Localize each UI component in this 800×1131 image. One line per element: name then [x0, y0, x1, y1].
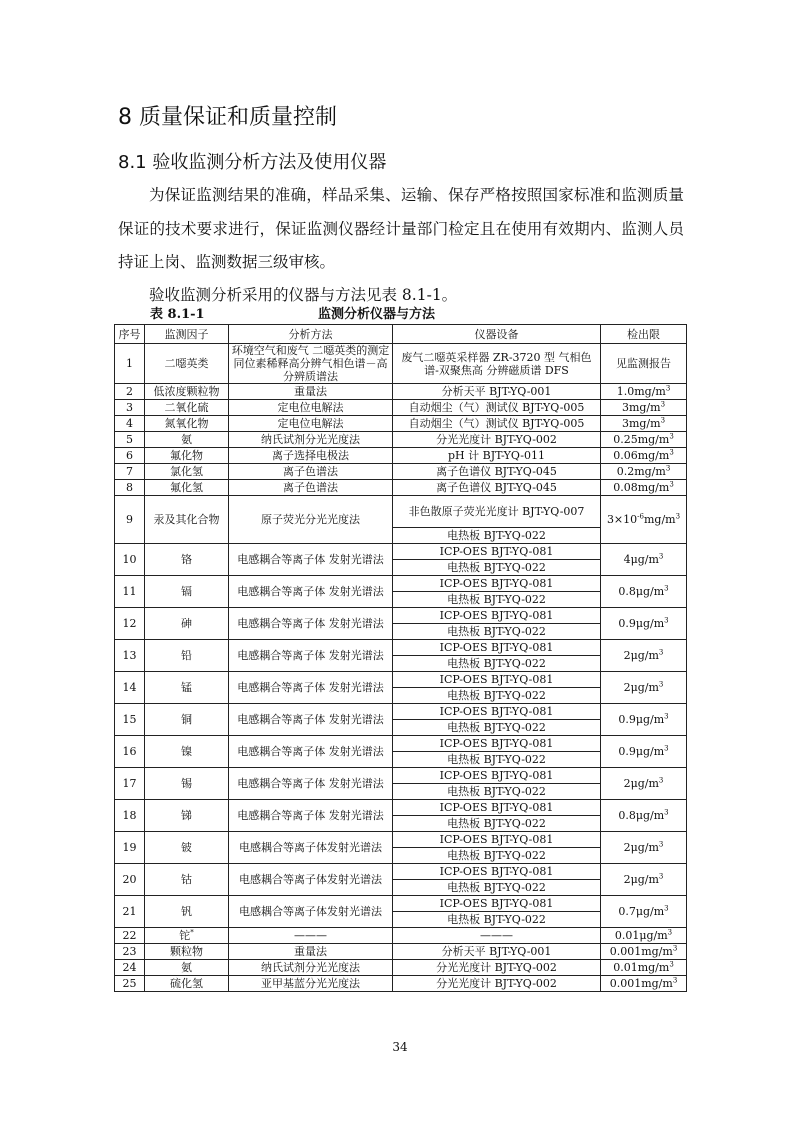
row-number-cell: 17: [115, 768, 145, 800]
row-number-cell: 7: [115, 464, 145, 480]
table-row: [115, 496, 687, 528]
limit-cell: [601, 432, 687, 448]
table-row: [115, 976, 687, 992]
factor-cell: [145, 464, 229, 480]
factor-text: 氨: [181, 433, 192, 446]
table-row: [115, 704, 687, 720]
method-cell: 定电位电解法: [229, 416, 393, 432]
factor-text: 氨: [181, 961, 192, 974]
limit-value: 3mg/m: [621, 401, 661, 414]
instrument-cell: ICP-OES BJT-YQ-081: [393, 576, 601, 592]
instrument-cell: 非色散原子荧光光度计 BJT-YQ-007: [393, 496, 601, 528]
row-number-cell: 4: [115, 416, 145, 432]
subsection-heading: 8.1 验收监测分析方法及使用仪器: [118, 152, 387, 173]
instrument-cell: 离子色谱仪 BJT-YQ-045: [393, 464, 601, 480]
limit-value: 0.9μg/m: [618, 617, 665, 630]
limit-cell: [601, 704, 687, 736]
instrument-cell: 电热板 BJT-YQ-022: [393, 816, 601, 832]
row-number-cell: 11: [115, 576, 145, 608]
instrument-method-table: [114, 324, 687, 992]
method-cell: 电感耦合等离子体 发射光谱法: [229, 704, 393, 736]
row-number-cell: 2: [115, 384, 145, 400]
factor-cell: [145, 704, 229, 736]
factor-cell: [145, 864, 229, 896]
instrument-cell: pH 计 BJT-YQ-011: [393, 448, 601, 464]
page-number: 34: [392, 1040, 408, 1054]
limit-value: 0.001mg/m: [609, 977, 673, 990]
method-cell: 电感耦合等离子体 发射光谱法: [229, 576, 393, 608]
instrument-cell: 电热板 BJT-YQ-022: [393, 656, 601, 672]
body-paragraph: 为保证监测结果的准确，样品采集、运输、保存严格按照国家标准和监测质量保证的技术要求进行，保证监测仪器经计量部门检定且在使用有效期内、监测人员持证上岗、监测数据三级审核。: [118, 186, 684, 271]
limit-value: 1.0mg/m: [616, 385, 666, 398]
limit-value: 0.7μg/m: [618, 905, 665, 918]
method-cell: 电感耦合等离子体 发射光谱法: [229, 608, 393, 640]
factor-text: 铬: [181, 553, 192, 566]
row-number-cell: 6: [115, 448, 145, 464]
limit-cell: [601, 608, 687, 640]
row-number-cell: 1: [115, 344, 145, 384]
factor-cell: [145, 928, 229, 944]
limit-value: 2μg/m: [623, 681, 659, 694]
limit-superscript: -6: [637, 512, 644, 521]
factor-cell: [145, 960, 229, 976]
row-number-cell: 20: [115, 864, 145, 896]
limit-value: 2μg/m: [623, 873, 659, 886]
factor-cell: [145, 896, 229, 928]
table-row: [115, 432, 687, 448]
instrument-cell: 电热板 BJT-YQ-022: [393, 560, 601, 576]
factor-text: 氟化氢: [170, 481, 203, 494]
factor-text: 氟化物: [170, 449, 203, 462]
row-number-cell: 10: [115, 544, 145, 576]
instrument-cell: 电热板 BJT-YQ-022: [393, 592, 601, 608]
table-row: [115, 768, 687, 784]
limit-cell: [601, 464, 687, 480]
table-row: [115, 464, 687, 480]
limit-superscript: 3: [665, 384, 671, 393]
instrument-cell: 废气二噁英采样器 ZR-3720 型 气相色谱-双聚焦高 分辨磁质谱 DFS: [393, 344, 601, 384]
factor-text: 二噁英类: [164, 357, 209, 370]
factor-text: 氯化氢: [170, 465, 203, 478]
table-row: [115, 832, 687, 848]
factor-text: 氮氧化物: [164, 417, 209, 430]
factor-text: 锡: [181, 777, 192, 790]
factor-cell: [145, 384, 229, 400]
table-row: [115, 384, 687, 400]
table-row: [115, 800, 687, 816]
limit-superscript: 3: [658, 872, 664, 881]
table-row: [115, 944, 687, 960]
method-cell: 离子选择电极法: [229, 448, 393, 464]
table-row: [115, 928, 687, 944]
row-number-cell: 15: [115, 704, 145, 736]
limit-cell: [601, 960, 687, 976]
method-cell: 电感耦合等离子体 发射光谱法: [229, 544, 393, 576]
limit-value: 2μg/m: [623, 649, 659, 662]
factor-text: 钴: [181, 873, 192, 886]
method-cell: 亚甲基蓝分光光度法: [229, 976, 393, 992]
limit-value: 2μg/m: [623, 777, 659, 790]
table-reference-paragraph: 验收监测分析采用的仪器与方法见表 8.1-1。: [149, 286, 458, 304]
method-cell: 电感耦合等离子体 发射光谱法: [229, 768, 393, 800]
limit-value: 0.08mg/m: [613, 481, 670, 494]
instrument-cell: ICP-OES BJT-YQ-081: [393, 672, 601, 688]
limit-cell: [601, 976, 687, 992]
row-number-cell: 19: [115, 832, 145, 864]
table-row: [115, 480, 687, 496]
method-cell: 原子荧光分光光度法: [229, 496, 393, 544]
limit-unit-superscript: 3: [675, 512, 681, 521]
table-row: [115, 416, 687, 432]
limit-cell: [601, 896, 687, 928]
limit-value: 0.001mg/m: [609, 945, 673, 958]
row-number-cell: 9: [115, 496, 145, 544]
limit-superscript: 3: [658, 552, 664, 561]
instrument-cell: 分光光度计 BJT-YQ-002: [393, 432, 601, 448]
factor-cell: [145, 672, 229, 704]
instrument-cell: ICP-OES BJT-YQ-081: [393, 800, 601, 816]
instrument-cell: ICP-OES BJT-YQ-081: [393, 608, 601, 624]
limit-superscript: 3: [665, 464, 671, 473]
table-row: [115, 400, 687, 416]
instrument-cell: ICP-OES BJT-YQ-081: [393, 544, 601, 560]
row-number-cell: 22: [115, 928, 145, 944]
method-cell: 电感耦合等离子体发射光谱法: [229, 864, 393, 896]
limit-cell: [601, 576, 687, 608]
factor-text: 铍: [181, 841, 192, 854]
factor-text: 锑: [181, 809, 192, 822]
limit-cell: [601, 944, 687, 960]
row-number-cell: 5: [115, 432, 145, 448]
instrument-cell: 电热板 BJT-YQ-022: [393, 912, 601, 928]
limit-cell: [601, 544, 687, 576]
limit-value: 0.8μg/m: [618, 809, 665, 822]
factor-text: 硫化氢: [170, 977, 203, 990]
limit-superscript: 3: [658, 776, 664, 785]
limit-superscript: 3: [664, 712, 669, 721]
method-cell: 离子色谱法: [229, 464, 393, 480]
limit-superscript: 3: [664, 616, 669, 625]
limit-cell: [601, 768, 687, 800]
instrument-cell: 分光光度计 BJT-YQ-002: [393, 976, 601, 992]
method-cell: 定电位电解法: [229, 400, 393, 416]
instrument-cell: ICP-OES BJT-YQ-081: [393, 864, 601, 880]
limit-value: 0.9μg/m: [618, 713, 665, 726]
instrument-cell: 电热板 BJT-YQ-022: [393, 880, 601, 896]
factor-cell: [145, 768, 229, 800]
header-cell: 检出限: [601, 325, 687, 344]
limit-cell: [601, 496, 687, 544]
limit-superscript: 3: [669, 448, 674, 457]
factor-cell: [145, 608, 229, 640]
table-row: [115, 864, 687, 880]
table-row: [115, 960, 687, 976]
factor-text: 砷: [181, 617, 192, 630]
method-cell: ———: [229, 928, 393, 944]
factor-cell: [145, 944, 229, 960]
factor-text: 低浓度颗粒物: [153, 385, 220, 398]
method-cell: 电感耦合等离子体 发射光谱法: [229, 672, 393, 704]
limit-unit: mg/m: [643, 513, 676, 526]
table-body: [115, 344, 687, 992]
limit-value: 0.25mg/m: [613, 433, 670, 446]
instrument-cell: ICP-OES BJT-YQ-081: [393, 768, 601, 784]
limit-superscript: 3: [664, 808, 669, 817]
instrument-cell: ICP-OES BJT-YQ-081: [393, 832, 601, 848]
limit-value: 3×10: [606, 513, 638, 526]
limit-value: 2μg/m: [623, 841, 659, 854]
table-row: [115, 576, 687, 592]
header-cell: 分析方法: [229, 325, 393, 344]
factor-text: 铊: [179, 929, 191, 942]
header-cell: 序号: [115, 325, 145, 344]
instrument-cell: 离子色谱仪 BJT-YQ-045: [393, 480, 601, 496]
limit-cell: [601, 416, 687, 432]
row-number-cell: 13: [115, 640, 145, 672]
instrument-cell: ICP-OES BJT-YQ-081: [393, 640, 601, 656]
limit-superscript: 3: [658, 680, 664, 689]
instrument-cell: ICP-OES BJT-YQ-081: [393, 896, 601, 912]
limit-superscript: 3: [672, 944, 678, 953]
method-cell: 环境空气和废气 二噁英类的测定 同位素稀释高分辨气相色谱－高 分辨质谱法: [229, 344, 393, 384]
limit-cell: [601, 480, 687, 496]
limit-cell: [601, 672, 687, 704]
limit-cell: [601, 800, 687, 832]
table-title: 监测分析仪器与方法: [318, 307, 436, 322]
instrument-cell: 分析天平 BJT-YQ-001: [393, 944, 601, 960]
table-row: [115, 544, 687, 560]
factor-cell: [145, 544, 229, 576]
method-cell: 纳氏试剂分光光度法: [229, 960, 393, 976]
instrument-cell: 电热板 BJT-YQ-022: [393, 720, 601, 736]
factor-text: 铅: [181, 649, 192, 662]
table-row: [115, 736, 687, 752]
limit-cell: [601, 864, 687, 896]
factor-note-mark: *: [190, 928, 194, 937]
limit-value: 0.2mg/m: [616, 465, 666, 478]
instrument-cell: 分析天平 BJT-YQ-001: [393, 384, 601, 400]
instrument-cell: 电热板 BJT-YQ-022: [393, 528, 601, 544]
instrument-cell: 自动烟尘（气）测试仪 BJT-YQ-005: [393, 416, 601, 432]
table-row: [115, 344, 687, 384]
factor-cell: [145, 344, 229, 384]
factor-cell: [145, 496, 229, 544]
factor-cell: [145, 832, 229, 864]
table-row: [115, 672, 687, 688]
factor-text: 二氧化硫: [164, 401, 209, 414]
table-number: 表 8.1-1: [150, 307, 205, 322]
factor-cell: [145, 416, 229, 432]
instrument-cell: ICP-OES BJT-YQ-081: [393, 736, 601, 752]
limit-superscript: 3: [658, 840, 664, 849]
method-cell: 离子色谱法: [229, 480, 393, 496]
method-cell: 电感耦合等离子体发射光谱法: [229, 896, 393, 928]
factor-cell: [145, 576, 229, 608]
table-row: [115, 896, 687, 912]
method-cell: 重量法: [229, 384, 393, 400]
limit-cell: [601, 736, 687, 768]
header-cell: 仪器设备: [393, 325, 601, 344]
factor-cell: [145, 448, 229, 464]
factor-cell: [145, 480, 229, 496]
limit-superscript: 3: [669, 432, 674, 441]
table-row: [115, 608, 687, 624]
limit-value: 见监测报告: [616, 357, 671, 370]
row-number-cell: 23: [115, 944, 145, 960]
factor-text: 镉: [181, 585, 192, 598]
instrument-cell: ———: [393, 928, 601, 944]
limit-superscript: 3: [672, 976, 678, 985]
limit-cell: [601, 928, 687, 944]
limit-superscript: 3: [660, 400, 666, 409]
factor-text: 锰: [181, 681, 192, 694]
limit-superscript: 3: [664, 744, 669, 753]
factor-cell: [145, 800, 229, 832]
method-cell: 重量法: [229, 944, 393, 960]
instrument-cell: 电热板 BJT-YQ-022: [393, 624, 601, 640]
table-header-row: [115, 325, 687, 344]
section-heading: 8 质量保证和质量控制: [118, 105, 337, 130]
row-number-cell: 12: [115, 608, 145, 640]
row-number-cell: 8: [115, 480, 145, 496]
factor-text: 颗粒物: [170, 945, 203, 958]
factor-cell: [145, 976, 229, 992]
header-cell: 监测因子: [145, 325, 229, 344]
method-cell: 电感耦合等离子体 发射光谱法: [229, 800, 393, 832]
row-number-cell: 24: [115, 960, 145, 976]
factor-text: 钒: [181, 905, 192, 918]
instrument-cell: 电热板 BJT-YQ-022: [393, 688, 601, 704]
row-number-cell: 14: [115, 672, 145, 704]
row-number-cell: 21: [115, 896, 145, 928]
limit-cell: [601, 640, 687, 672]
limit-cell: [601, 344, 687, 384]
limit-superscript: 3: [667, 928, 673, 937]
factor-cell: [145, 432, 229, 448]
table-row: [115, 448, 687, 464]
limit-cell: [601, 448, 687, 464]
factor-text: 汞及其化合物: [153, 513, 220, 526]
limit-cell: [601, 832, 687, 864]
table-row: [115, 640, 687, 656]
limit-superscript: 3: [669, 480, 674, 489]
instrument-cell: 电热板 BJT-YQ-022: [393, 752, 601, 768]
row-number-cell: 16: [115, 736, 145, 768]
factor-cell: [145, 400, 229, 416]
factor-cell: [145, 736, 229, 768]
factor-text: 铜: [181, 713, 192, 726]
method-cell: 电感耦合等离子体 发射光谱法: [229, 736, 393, 768]
method-cell: 电感耦合等离子体 发射光谱法: [229, 640, 393, 672]
limit-cell: [601, 400, 687, 416]
limit-superscript: 3: [658, 648, 664, 657]
factor-text: 镍: [181, 745, 192, 758]
limit-value: 0.06mg/m: [613, 449, 670, 462]
instrument-cell: 电热板 BJT-YQ-022: [393, 784, 601, 800]
limit-value: 3mg/m: [621, 417, 661, 430]
method-cell: 电感耦合等离子体发射光谱法: [229, 832, 393, 864]
limit-cell: [601, 384, 687, 400]
limit-superscript: 3: [669, 960, 674, 969]
limit-superscript: 3: [664, 584, 669, 593]
limit-value: 4μg/m: [623, 553, 659, 566]
limit-superscript: 3: [660, 416, 666, 425]
instrument-cell: 分光光度计 BJT-YQ-002: [393, 960, 601, 976]
row-number-cell: 25: [115, 976, 145, 992]
limit-value: 0.01mg/m: [613, 961, 670, 974]
limit-superscript: 3: [664, 904, 669, 913]
instrument-cell: 自动烟尘（气）测试仪 BJT-YQ-005: [393, 400, 601, 416]
limit-value: 0.8μg/m: [618, 585, 665, 598]
limit-value: 0.01μg/m: [614, 929, 668, 942]
limit-value: 0.9μg/m: [618, 745, 665, 758]
instrument-cell: 电热板 BJT-YQ-022: [393, 848, 601, 864]
row-number-cell: 18: [115, 800, 145, 832]
factor-cell: [145, 640, 229, 672]
instrument-cell: ICP-OES BJT-YQ-081: [393, 704, 601, 720]
method-cell: 纳氏试剂分光光度法: [229, 432, 393, 448]
row-number-cell: 3: [115, 400, 145, 416]
